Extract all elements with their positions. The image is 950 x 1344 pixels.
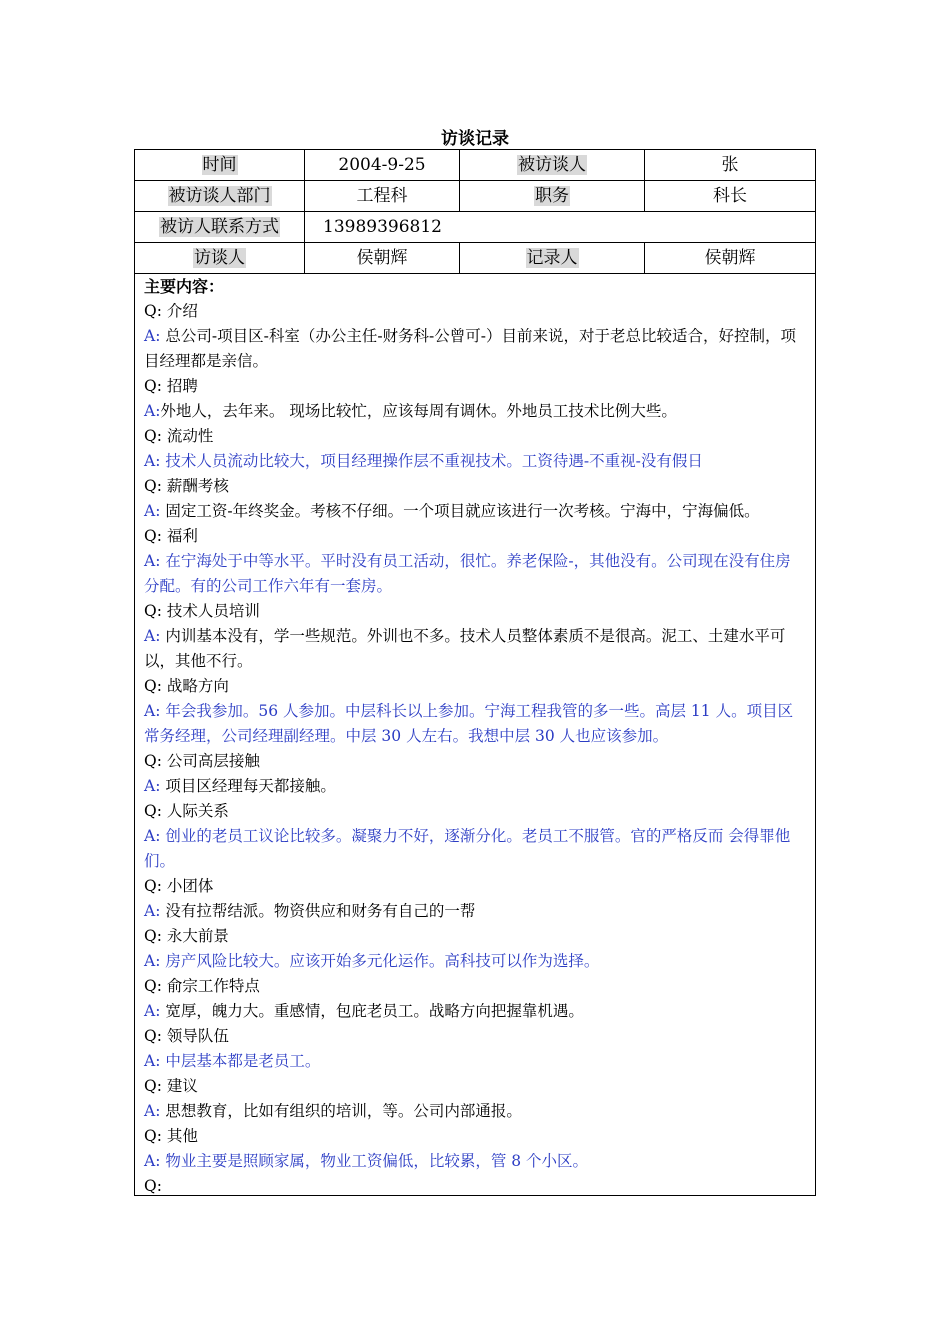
question-empty: Q: bbox=[144, 1177, 162, 1195]
answer-text: 总公司-项目区-科室（办公主任-财务科-公曾可-）目前来说，对于老总比较适合，好控制，项目经理都是亲信。 bbox=[144, 327, 797, 370]
answer-prefix: A: bbox=[144, 777, 166, 795]
question: Q: 福利 bbox=[144, 527, 198, 545]
department-label: 被访谈人部门 bbox=[168, 186, 271, 206]
answer bbox=[144, 324, 806, 374]
answer-prefix: A: bbox=[144, 1152, 166, 1170]
answer bbox=[144, 899, 806, 924]
answer-text: 固定工资-年终奖金。考核不仔细。一个项目就应该进行一次考核。宁海中，宁海偏低。 bbox=[165, 502, 760, 520]
answer-prefix: A: bbox=[144, 1002, 166, 1020]
question: Q: 流动性 bbox=[144, 427, 214, 445]
answer bbox=[144, 774, 806, 799]
info-row-contact bbox=[135, 212, 815, 243]
answer bbox=[144, 699, 806, 749]
answer-prefix: A: bbox=[144, 827, 166, 845]
info-row-time bbox=[135, 150, 815, 181]
answer bbox=[144, 449, 806, 474]
recorder-label: 记录人 bbox=[526, 248, 578, 268]
question: Q: 俞宗工作特点 bbox=[144, 977, 260, 995]
label-cell bbox=[460, 181, 645, 211]
main-content bbox=[135, 274, 815, 1199]
label-cell bbox=[135, 243, 305, 273]
question: Q: 永大前景 bbox=[144, 927, 229, 945]
answer bbox=[144, 499, 806, 524]
interviewer-value: 侯朝辉 bbox=[305, 243, 460, 273]
label-cell bbox=[460, 150, 645, 180]
page-title: 访谈记录 bbox=[441, 129, 509, 149]
answer bbox=[144, 624, 806, 674]
answer bbox=[144, 549, 806, 599]
answer-prefix: A: bbox=[144, 902, 166, 920]
answer-text: 创业的老员工议论比较多。凝聚力不好，逐渐分化。老员工不服管。官的严格反而 会得罪他们。 bbox=[144, 827, 791, 870]
answer-text: 项目区经理每天都接触。 bbox=[165, 777, 336, 795]
answer-text: 宽厚，魄力大。重感情，包庇老员工。战略方向把握靠机遇。 bbox=[165, 1002, 584, 1020]
info-row-interviewer bbox=[135, 243, 815, 274]
answer bbox=[144, 999, 806, 1024]
answer-prefix: A: bbox=[144, 702, 166, 720]
time-label: 时间 bbox=[202, 155, 237, 175]
answer-text: 物业主要是照顾家属，物业工资偏低，比较累，管 8 个小区。 bbox=[165, 1152, 589, 1170]
question: Q: 其他 bbox=[144, 1127, 198, 1145]
answer bbox=[144, 399, 806, 424]
label-cell bbox=[460, 243, 645, 273]
answer-text: 没有拉帮结派。物资供应和财务有自己的一帮 bbox=[165, 902, 476, 920]
question: Q: 建议 bbox=[144, 1077, 198, 1095]
answer bbox=[144, 1149, 806, 1174]
question: Q: 人际关系 bbox=[144, 802, 229, 820]
question: Q: 小团体 bbox=[144, 877, 214, 895]
department-value: 工程科 bbox=[305, 181, 460, 211]
question: Q: 领导队伍 bbox=[144, 1027, 229, 1045]
answer bbox=[144, 1099, 806, 1124]
answer-text: 中层基本都是老员工。 bbox=[165, 1052, 321, 1070]
contact-label: 被访人联系方式 bbox=[160, 217, 279, 237]
answer-prefix: A: bbox=[144, 452, 166, 470]
question: Q: 薪酬考核 bbox=[144, 477, 229, 495]
answer-prefix: A: bbox=[144, 502, 166, 520]
answer bbox=[144, 1049, 806, 1074]
interviewee-label: 被访谈人 bbox=[518, 155, 586, 175]
recorder-value: 侯朝辉 bbox=[704, 248, 756, 268]
answer-text: 在宁海处于中等水平。平时没有员工活动，很忙。养老保险-，其他没有。公司现在没有住房分配。有的公司工作六年有一套房。 bbox=[144, 552, 791, 595]
position-label: 职务 bbox=[535, 186, 569, 206]
contact-value: 13989396812 bbox=[323, 217, 442, 237]
question: Q: 招聘 bbox=[144, 377, 198, 395]
position-value: 科长 bbox=[713, 186, 747, 206]
label-cell bbox=[135, 150, 305, 180]
answer-text: 年会我参加。56 人参加。中层科长以上参加。宁海工程我管的多一些。高层 11 人。项目区常务经理，公司经理副经理。中层 30 人左右。我想中层 30 人也应该参加。 bbox=[144, 702, 794, 745]
question: Q: 战略方向 bbox=[144, 677, 229, 695]
interviewee-value: 张 bbox=[721, 155, 739, 175]
question: Q: 公司高层接触 bbox=[144, 752, 260, 770]
answer-prefix: A: bbox=[144, 627, 166, 645]
answer-prefix: A: bbox=[144, 327, 166, 345]
question: Q: 技术人员培训 bbox=[144, 602, 260, 620]
answer-prefix: A: bbox=[144, 1052, 166, 1070]
question: Q: 介绍 bbox=[144, 302, 198, 320]
interview-table bbox=[134, 149, 816, 1196]
answer-text: 外地人，去年来。 现场比较忙，应该每周有调休。外地员工技术比例大些。 bbox=[160, 402, 677, 420]
answer bbox=[144, 824, 806, 874]
answer-text: 技术人员流动比较大，项目经理操作层不重视技术。工资待遇-不重视-没有假日 bbox=[165, 452, 703, 470]
answer-prefix: A: bbox=[144, 402, 161, 420]
label-cell bbox=[135, 181, 305, 211]
answer-text: 房产风险比较大。应该开始多元化运作。高科技可以作为选择。 bbox=[165, 952, 600, 970]
qa-list bbox=[144, 299, 806, 1174]
answer-text: 内训基本没有，学一些规范。外训也不多。技术人员整体素质不是很高。泥工、土建水平可以，其他不行。 bbox=[144, 627, 786, 670]
answer-prefix: A: bbox=[144, 1102, 166, 1120]
label-cell bbox=[135, 212, 305, 242]
content-heading: 主要内容： bbox=[144, 277, 225, 296]
answer-prefix: A: bbox=[144, 952, 166, 970]
interviewer-label: 访谈人 bbox=[194, 248, 245, 268]
answer-text: 思想教育，比如有组织的培训，等。公司内部通报。 bbox=[165, 1102, 522, 1120]
info-row-department bbox=[135, 181, 815, 212]
answer bbox=[144, 949, 806, 974]
time-value: 2004-9-25 bbox=[305, 150, 460, 180]
answer-prefix: A: bbox=[144, 552, 166, 570]
